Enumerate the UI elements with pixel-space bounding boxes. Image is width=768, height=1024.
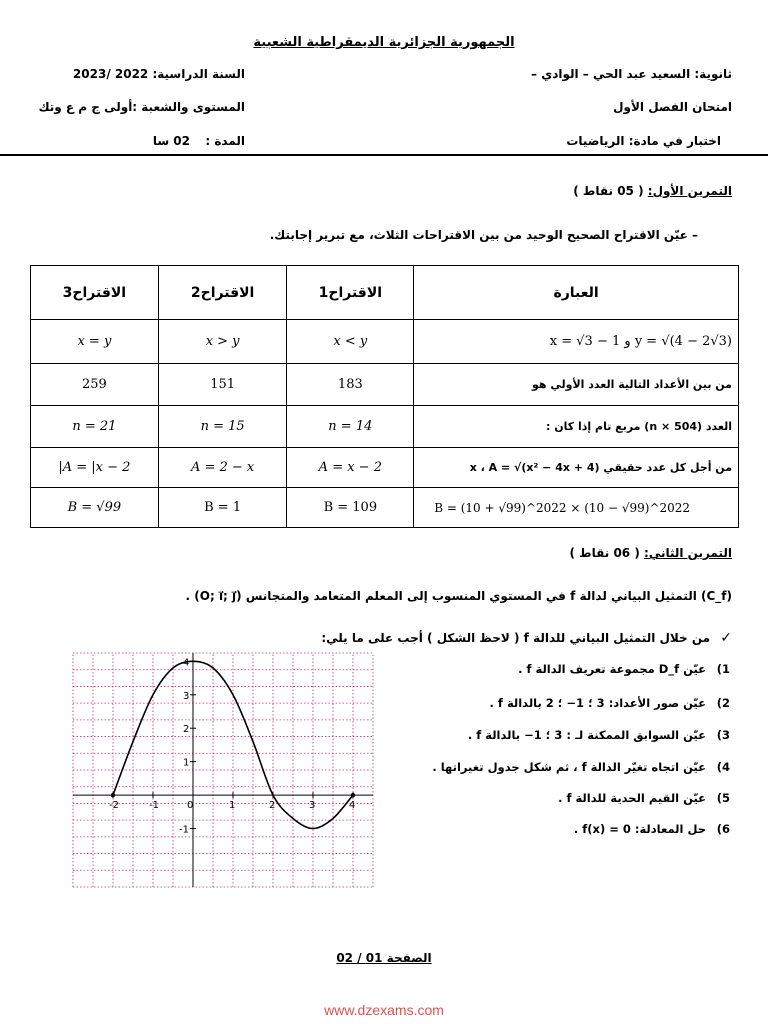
table-row — [31, 406, 739, 448]
row2-proposal-2: 151 — [158, 364, 287, 406]
question-text: عيّن صور الأعداد: 3 ؛ 1− ؛ 2 بالدالة f . — [489, 696, 706, 710]
x-tick-label: 4 — [349, 800, 356, 812]
exercise2-intro: (C_f) التمثيل البياني لدالة f في المستوي المنسوب إلى المعلم المتعامد والمتجانس (O; i⃗; j⃗) . — [185, 589, 732, 603]
row4-proposal-1: A = x − 2 — [287, 448, 414, 488]
header-statement: العبارة — [414, 266, 739, 320]
curve-endpoint — [351, 793, 355, 797]
duration-value: 02 سا — [152, 134, 190, 148]
list-item — [558, 791, 730, 805]
table-row — [31, 364, 739, 406]
exercise2-heading — [570, 546, 733, 560]
x-tick-label: 3 — [309, 800, 316, 812]
row4-statement: من أجل كل عدد حقيقي x ، A = √(x² − 4x + 4) — [414, 448, 739, 488]
row2-statement: من بين الأعداد التالية العدد الأولي هو — [414, 364, 739, 406]
row1-statement: y = √(4 − 2√3) و x = √3 − 1 — [414, 320, 739, 364]
question-text: عيّن D_f مجموعة تعريف الدالة f . — [518, 662, 706, 676]
exercise1-points: ( 05 نقاط ) — [573, 184, 644, 198]
row2-proposal-1: 183 — [287, 364, 414, 406]
checkmark-icon: ✓ — [720, 630, 732, 646]
list-item — [490, 696, 730, 710]
row3-proposal-3: n = 21 — [31, 406, 159, 448]
question-number: 6) — [716, 822, 730, 836]
exam-name: امتحان الفصل الأول — [613, 100, 732, 114]
list-item — [574, 822, 730, 836]
exercise1-instruction: – عيّن الاقتراح الصحيح الوحيد من بين الاقتراحات الثلاث، مع تبرير إجابتك. — [269, 228, 698, 242]
row5-proposal-3: B = √99 — [31, 488, 159, 528]
page-number: الصفحة 01 / 02 — [336, 951, 432, 965]
school-name: ثانوية: السعيد عبد الحي – الوادي – — [531, 67, 732, 81]
exercise1-title: التمرين الأول: — [647, 184, 732, 198]
question-text: عيّن اتجاه تغيّر الدالة f ، ثم شكل جدول تغيراتها . — [432, 760, 706, 774]
curve-endpoint — [111, 793, 115, 797]
row4-proposal-3: A = |x − 2| — [31, 448, 159, 488]
y-tick-label: 4 — [183, 657, 190, 669]
level-stream: المستوى والشعبة :أولى ج م ع وتك — [38, 100, 245, 114]
y-tick-label: 3 — [183, 690, 190, 702]
table-row — [31, 488, 739, 528]
question-number: 4) — [716, 760, 730, 774]
exercise2-points: ( 06 نقاط ) — [569, 546, 640, 560]
x-tick-label: 1 — [229, 800, 236, 812]
subject: اختبار في مادة: الرياضيات — [566, 134, 721, 148]
y-tick-label: 2 — [183, 724, 190, 736]
y-tick-label: -1 — [179, 824, 189, 836]
row3-proposal-2: n = 15 — [158, 406, 287, 448]
school-year: السنة الدراسية: 2022 /2023 — [72, 67, 245, 81]
table-header-row — [31, 266, 739, 320]
x-tick-label: 0 — [187, 800, 194, 812]
x-tick-label: -2 — [109, 800, 119, 812]
list-item — [518, 662, 730, 676]
header-proposal-1: الاقتراح1 — [287, 266, 414, 320]
row4-proposal-2: A = 2 − x — [158, 448, 287, 488]
row1-proposal-2: x > y — [158, 320, 287, 364]
row3-statement: العدد (504 × n) مربع تام إذا كان : — [414, 406, 739, 448]
exercise1-table — [30, 265, 739, 528]
duration-label: المدة : — [205, 134, 245, 148]
question-text: حل المعادلة: f(x) = 0 . — [573, 822, 706, 836]
question-number: 1) — [716, 662, 730, 676]
website-watermark: www.dzexams.com — [324, 1002, 444, 1018]
table-row — [31, 320, 739, 364]
list-item — [468, 728, 730, 742]
x-tick-label: 2 — [269, 800, 276, 812]
exercise2-title: التمرين الثاني: — [644, 546, 732, 560]
question-text: عيّن القيم الحدية للدالة f . — [558, 791, 706, 805]
function-graph — [72, 652, 374, 888]
question-number: 5) — [716, 791, 730, 805]
row5-proposal-2: B = 1 — [158, 488, 287, 528]
question-number: 3) — [716, 728, 730, 742]
row1-proposal-1: x < y — [287, 320, 414, 364]
row2-proposal-3: 259 — [31, 364, 159, 406]
list-item — [432, 760, 730, 774]
row1-proposal-3: x = y — [31, 320, 159, 364]
exercise2-prompt: من خلال التمثيل البياني للدالة f ( لاحظ الشكل ) أجب على ما يلي: — [321, 631, 711, 645]
row3-proposal-1: n = 14 — [287, 406, 414, 448]
header-proposal-3: الاقتراح3 — [31, 266, 159, 320]
y-tick-label: 1 — [183, 757, 190, 769]
question-text: عيّن السوابق الممكنة لـ : 3 ؛ 1− بالدالة f . — [467, 728, 706, 742]
exercise2-prompt-line — [321, 630, 732, 646]
row5-statement: B = (10 + √99)^2022 × (10 − √99)^2022 — [414, 488, 739, 528]
republic-title: الجمهورية الجزائرية الديمقراطية الشعبية — [253, 35, 515, 50]
header-divider — [0, 154, 768, 156]
table-row — [31, 448, 739, 488]
header-proposal-2: الاقتراح2 — [158, 266, 287, 320]
question-number: 2) — [716, 696, 730, 710]
row5-proposal-1: B = 109 — [287, 488, 414, 528]
x-tick-label: -1 — [149, 800, 159, 812]
exercise1-heading — [573, 184, 732, 198]
